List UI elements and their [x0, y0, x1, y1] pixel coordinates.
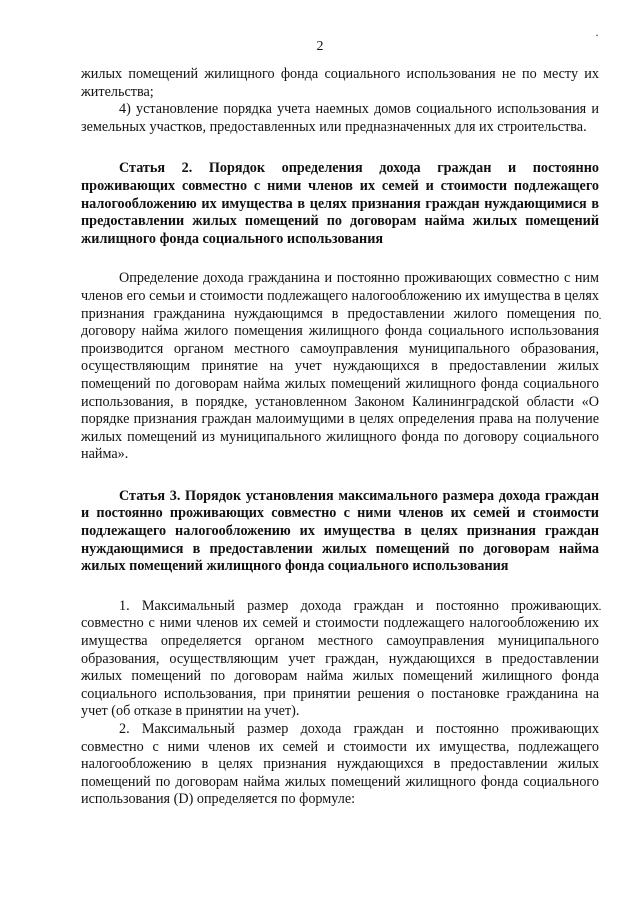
margin-mark: ·	[598, 311, 602, 325]
article-2-heading: Статья 2. Порядок определения дохода граждан и постоянно проживающих совместно с ними членов их семей и стоимости подлежащего налогообложению их имущества в целях признания граждан нуждающимися в предоставлении жилых помещений по договорам найма жилых помещений жилищного фонда социального использования	[81, 160, 599, 247]
article-3-item-1: 1. Максимальный размер дохода граждан и постоянно проживающих совместно с ними членов их семей и стоимости подлежащего налогообложению их имущества определяется органом местного самоуправления муниципального образования, осуществляющим учет граждан, нуждающихся в предоставлении жилых помещений по договорам найма жилых помещений жилищного фонда социального использования, при принятии решения о постановке гражданина на учет (об отказе в принятии на учет).	[81, 597, 599, 720]
paragraph-continuation: жилых помещений жилищного фонда социального использования не по месту их жительства;	[81, 66, 599, 100]
article-3-item-2: 2. Максимальный размер дохода граждан и постоянно проживающих совместно с ними членов их семей и стоимости их имущества, подлежащего налогообложению в целях признания нуждающихся в предоставлении жилых помещений по договорам найма жилых помещений жилищного фонда социального использования (D) определяется по формуле:	[81, 721, 599, 808]
article-2-body: Определение дохода гражданина и постоянно проживающих совместно с ним членов его семьи и стоимости подлежащего налогообложению их имущества в целях признания гражданина нуждающимся в предоставлении жилого помещения по договору найма жилого помещения жилищного фонда социального использования производится органом местного самоуправления муниципального образования, осуществляющим принятие на учет нуждающихся в предоставлении жилых помещений по договорам найма жилых помещений жилищного фонда социального использования, в порядке, установленном Законом Калининградской области «О порядке признания граждан малоимущими в целях определения права на получение жилых помещений из муниципального жилищного фонда по договору социального найма».	[81, 270, 599, 463]
page-number: 2	[316, 39, 324, 54]
margin-mark: ·	[598, 602, 602, 616]
paragraph-item-4: 4) установление порядка учета наемных домов социального использования и земельных участков, предоставленных или предназначенных для их строительства.	[81, 101, 599, 135]
corner-mark: ·	[595, 28, 599, 42]
article-3-heading: Статья 3. Порядок установления максимального размера дохода граждан и постоянно проживающих совместно с ними членов их семей и стоимости подлежащего налогообложению их имущества в целях признания граждан нуждающимися в предоставлении жилых помещений по договорам найма жилых помещений жилищного фонда социального использования	[81, 487, 599, 575]
document-body	[81, 66, 599, 809]
